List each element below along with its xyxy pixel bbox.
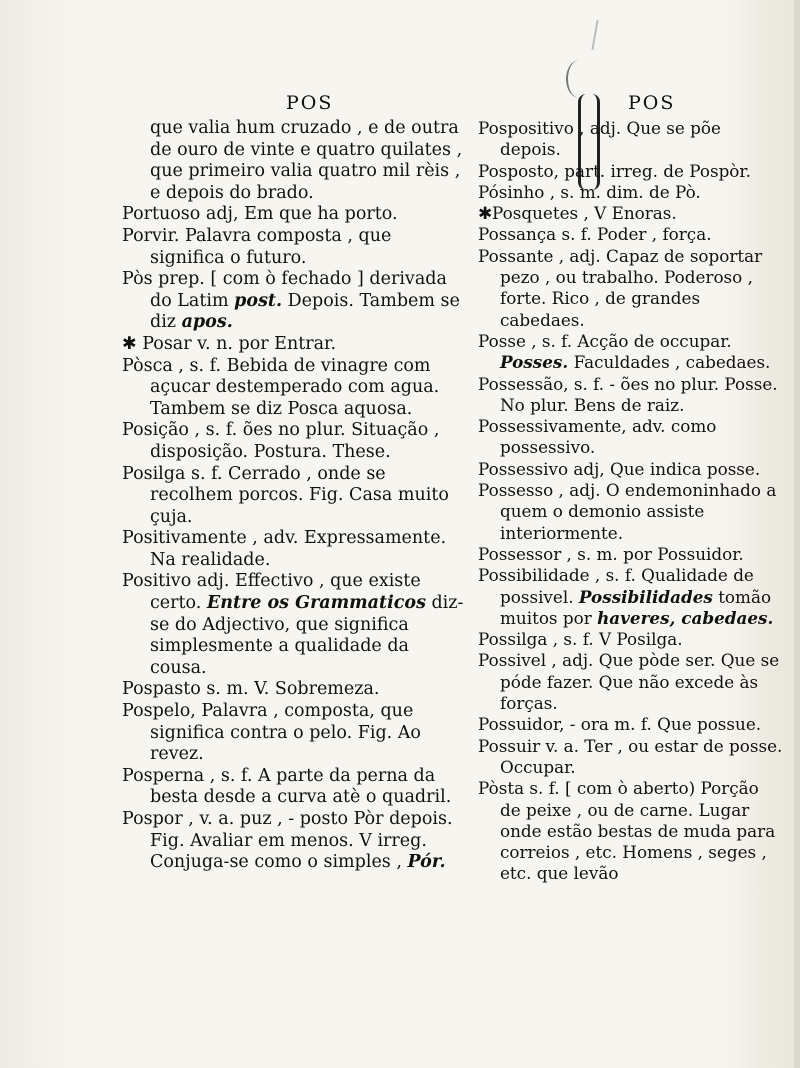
entry-positivo bbox=[122, 571, 466, 679]
entry-pospasto: Pospasto s. m. V. Sobremeza. bbox=[122, 679, 380, 700]
entry-italic: apos. bbox=[181, 312, 233, 333]
entry-text: Faculdades , cabedaes. bbox=[568, 352, 771, 373]
entry-text: Depois. Tambem se diz bbox=[150, 290, 460, 333]
entry-positivamente: Positivamente , adv. Expressamente. Na realidade. bbox=[122, 528, 447, 570]
entry-italic: Posses. bbox=[500, 352, 569, 373]
entry-possuidor: Possuidor, - ora m. f. Que possue. bbox=[478, 714, 762, 735]
entry-possuir: Possuir v. a. Ter , ou estar de posse. Occupar. bbox=[478, 735, 783, 777]
entry-possilga: Possilga , s. f. V Posilga. bbox=[478, 629, 683, 650]
entry-italic: haveres, cabedaes. bbox=[597, 607, 774, 628]
entry-pospelo: Pospelo, Palavra , composta, que significa contra o pelo. Fig. Ao revez. bbox=[122, 701, 421, 765]
left-column-header: POS bbox=[286, 92, 334, 114]
entry-possessao: Possessão, s. f. - ões no plur. Posse. No plur. Bens de raiz. bbox=[478, 373, 778, 415]
left-column bbox=[122, 118, 466, 874]
entry-text: Pòs prep. [ com ò fechado ] derivada do Latim bbox=[122, 269, 447, 311]
entry-portuoso: Portuoso adj, Em que ha porto. bbox=[122, 204, 398, 225]
entry-italic: Pór. bbox=[407, 852, 446, 873]
page-edge bbox=[794, 0, 800, 1068]
entry-italic: post. bbox=[234, 290, 283, 311]
entry-text: Pospor , v. a. puz , - posto Pòr depois. Fig. Avaliar em menos. V irreg. Conjuga-se como o simples , bbox=[122, 809, 453, 873]
entry-posicao: Posição , s. f. ões no plur. Situação , disposição. Postura. These. bbox=[122, 420, 440, 462]
entry-italic: Possibilidades bbox=[578, 586, 713, 607]
entry-italic: Entre os Grammaticos bbox=[206, 593, 426, 614]
entry-possessivo: Possessivo adj, Que indica posse. bbox=[478, 458, 761, 479]
entry-posinho: Pósinho , s. m. dim. de Pò. bbox=[478, 181, 701, 202]
entry-porvir: Porvir. Palavra composta , que significa o futuro. bbox=[122, 225, 392, 268]
entry-pos bbox=[122, 269, 466, 334]
entry-posperna: Posperna , s. f. A parte da perna da besta desde a curva atè o quadril. bbox=[122, 765, 452, 808]
entry-possessivamente: Possessivamente, adv. como possessivo. bbox=[478, 416, 717, 458]
entry-posquetes: ✱Posquetes , V Enoras. bbox=[478, 203, 677, 224]
right-column bbox=[478, 118, 783, 885]
entry-posca: Pòsca , s. f. Bebida de vinagre com açucar destemperado com agua. Tambem se diz Posca aquosa. bbox=[122, 355, 440, 419]
entry-posilga: Posilga s. f. Cerrado , onde se recolhem porcos. Fig. Casa muito çuja. bbox=[122, 463, 449, 527]
entry-posposto: Posposto, part. irreg. de Pospòr. bbox=[478, 160, 751, 181]
right-column-header: POS bbox=[628, 92, 676, 114]
entry-posse bbox=[478, 331, 783, 374]
entry-text: diz-se do Adjectivo, que significa simplesmente a qualidade da cousa. bbox=[150, 593, 464, 678]
entry-pospor bbox=[122, 809, 466, 874]
entry-text: tomão muitos por bbox=[500, 586, 772, 628]
entry-posar: ✱ Posar v. n. por Entrar. bbox=[122, 333, 337, 354]
entry-posta: Pòsta s. f. [ com ò aberto) Porção de peixe , ou de carne. Lugar onde estão bestas de muda para correios , etc. Homens , seges , etc. que levão bbox=[478, 778, 776, 884]
entry-text: Positivo adj. Effectivo , que existe certo. bbox=[122, 571, 421, 614]
entry-text: Posse , s. f. Acção de occupar. bbox=[478, 330, 732, 351]
entry-possessor: Possessor , s. m. por Possuidor. bbox=[478, 543, 744, 564]
ink-stroke bbox=[591, 20, 598, 50]
entry-continuation: que valia hum cruzado , e de outra de ouro de vinte e quatro quilates , que primeiro valia quatro mil rèis , e depois do brado. bbox=[150, 118, 463, 203]
entry-pospositivo: Pospositivo , adj. Que se põe depois. bbox=[478, 118, 721, 160]
entry-possivel: Possivel , adj. Que pòde ser. Que se póde fazer. Que não excede às forças. bbox=[478, 650, 780, 714]
ink-stroke bbox=[566, 60, 592, 98]
entry-possanca: Possança s. f. Poder , força. bbox=[478, 224, 712, 245]
entry-possesso: Possesso , adj. O endemoninhado a quem o demonio assiste interiormente. bbox=[478, 480, 777, 543]
entry-possante: Possante , adj. Capaz de soportar pezo , ou trabalho. Poderoso , forte. Rico , de grandes cabedaes. bbox=[478, 245, 763, 330]
entry-possibilidade bbox=[478, 565, 783, 629]
entry-text: Possibilidade , s. f. Qualidade de possivel. bbox=[478, 565, 754, 607]
